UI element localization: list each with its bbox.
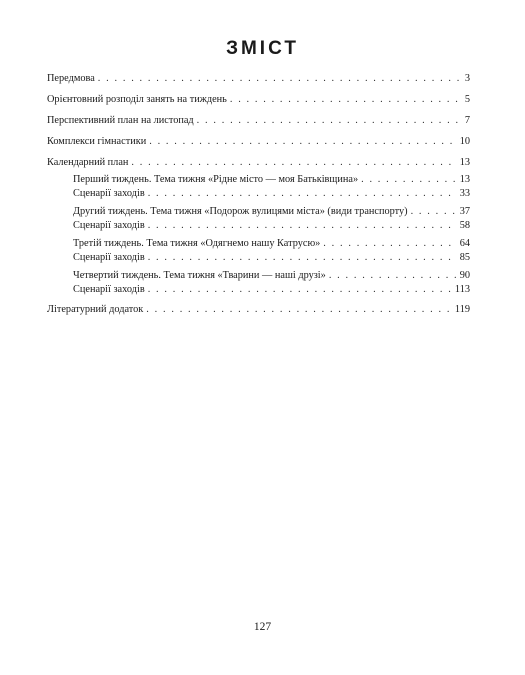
- toc-entry-text: Орієнтовний розподіл занять на тиждень: [47, 94, 227, 105]
- toc-entry-page: 33: [459, 188, 470, 199]
- dot-leader: [148, 187, 457, 201]
- dot-leader: [329, 269, 457, 283]
- toc-entry-page: 10: [459, 136, 470, 147]
- page-title: ЗМІСТ: [226, 38, 299, 59]
- toc-entry-page: 119: [454, 304, 470, 315]
- toc-entry-page: 113: [454, 284, 470, 295]
- toc-entry-page: 64: [459, 238, 470, 249]
- toc-subentry: [47, 237, 470, 251]
- toc-entry-text: Третій тиждень. Тема тижня «Одягнемо нашу Катрусю»: [73, 238, 321, 249]
- dot-leader: [361, 173, 457, 187]
- toc-entry: [47, 303, 470, 317]
- toc-subentry: [47, 269, 470, 283]
- toc-subentry: [47, 173, 470, 187]
- toc-subentry: [47, 251, 470, 265]
- toc-entry-page: 58: [459, 220, 470, 231]
- toc-entry-text: Четвертий тиждень. Тема тижня «Тварини — наші друзі»: [73, 270, 326, 281]
- toc-entry-text: Сценарії заходів: [73, 188, 145, 199]
- toc-subentry: [47, 219, 470, 233]
- toc-entry-page: 13: [459, 174, 470, 185]
- toc-entry-page: 13: [459, 157, 470, 168]
- table-of-contents: [47, 72, 470, 317]
- toc-entry-page: 3: [464, 73, 470, 84]
- toc-entry-text: Сценарії заходів: [73, 252, 145, 263]
- toc-entry-page: 37: [459, 206, 470, 217]
- toc-entry-text: Перспективний план на листопад: [47, 115, 194, 126]
- dot-leader: [98, 72, 462, 86]
- dot-leader: [148, 219, 457, 233]
- toc-entry-text: Передмова: [47, 73, 95, 84]
- toc-entry-text: Літературний додаток: [47, 304, 144, 315]
- toc-subentry: [47, 205, 470, 219]
- dot-leader: [323, 237, 456, 251]
- toc-entry-page: 90: [459, 270, 470, 281]
- toc-entry: [47, 135, 470, 149]
- toc-entry-text: Перший тиждень. Тема тижня «Рідне місто — моя Батьківщина»: [73, 174, 359, 185]
- toc-entry: [47, 93, 470, 107]
- toc-entry-page: 5: [464, 94, 470, 105]
- dot-leader: [146, 303, 452, 317]
- toc-entry: [47, 114, 470, 128]
- dot-leader: [197, 114, 462, 128]
- toc-entry: [47, 156, 470, 170]
- page-number: 127: [253, 621, 272, 633]
- toc-entry-text: Комплекси гімнастики: [47, 136, 147, 147]
- dot-leader: [148, 251, 457, 265]
- toc-entry-text: Календарний план: [47, 157, 129, 168]
- toc-subentry: [47, 187, 470, 201]
- toc-entry-page: 85: [459, 252, 470, 263]
- toc-entry-page: 7: [464, 115, 470, 126]
- toc-entry: [47, 72, 470, 86]
- toc-subentry: [47, 283, 470, 297]
- dot-leader: [131, 156, 456, 170]
- toc-entry-text: Сценарії заходів: [73, 220, 145, 231]
- dot-leader: [148, 283, 452, 297]
- dot-leader: [149, 135, 456, 149]
- toc-entry-text: Сценарії заходів: [73, 284, 145, 295]
- dot-leader: [230, 93, 462, 107]
- dot-leader: [411, 205, 457, 219]
- toc-entry-text: Другий тиждень. Тема тижня «Подорож вулицями міста» (види транспорту): [73, 206, 408, 217]
